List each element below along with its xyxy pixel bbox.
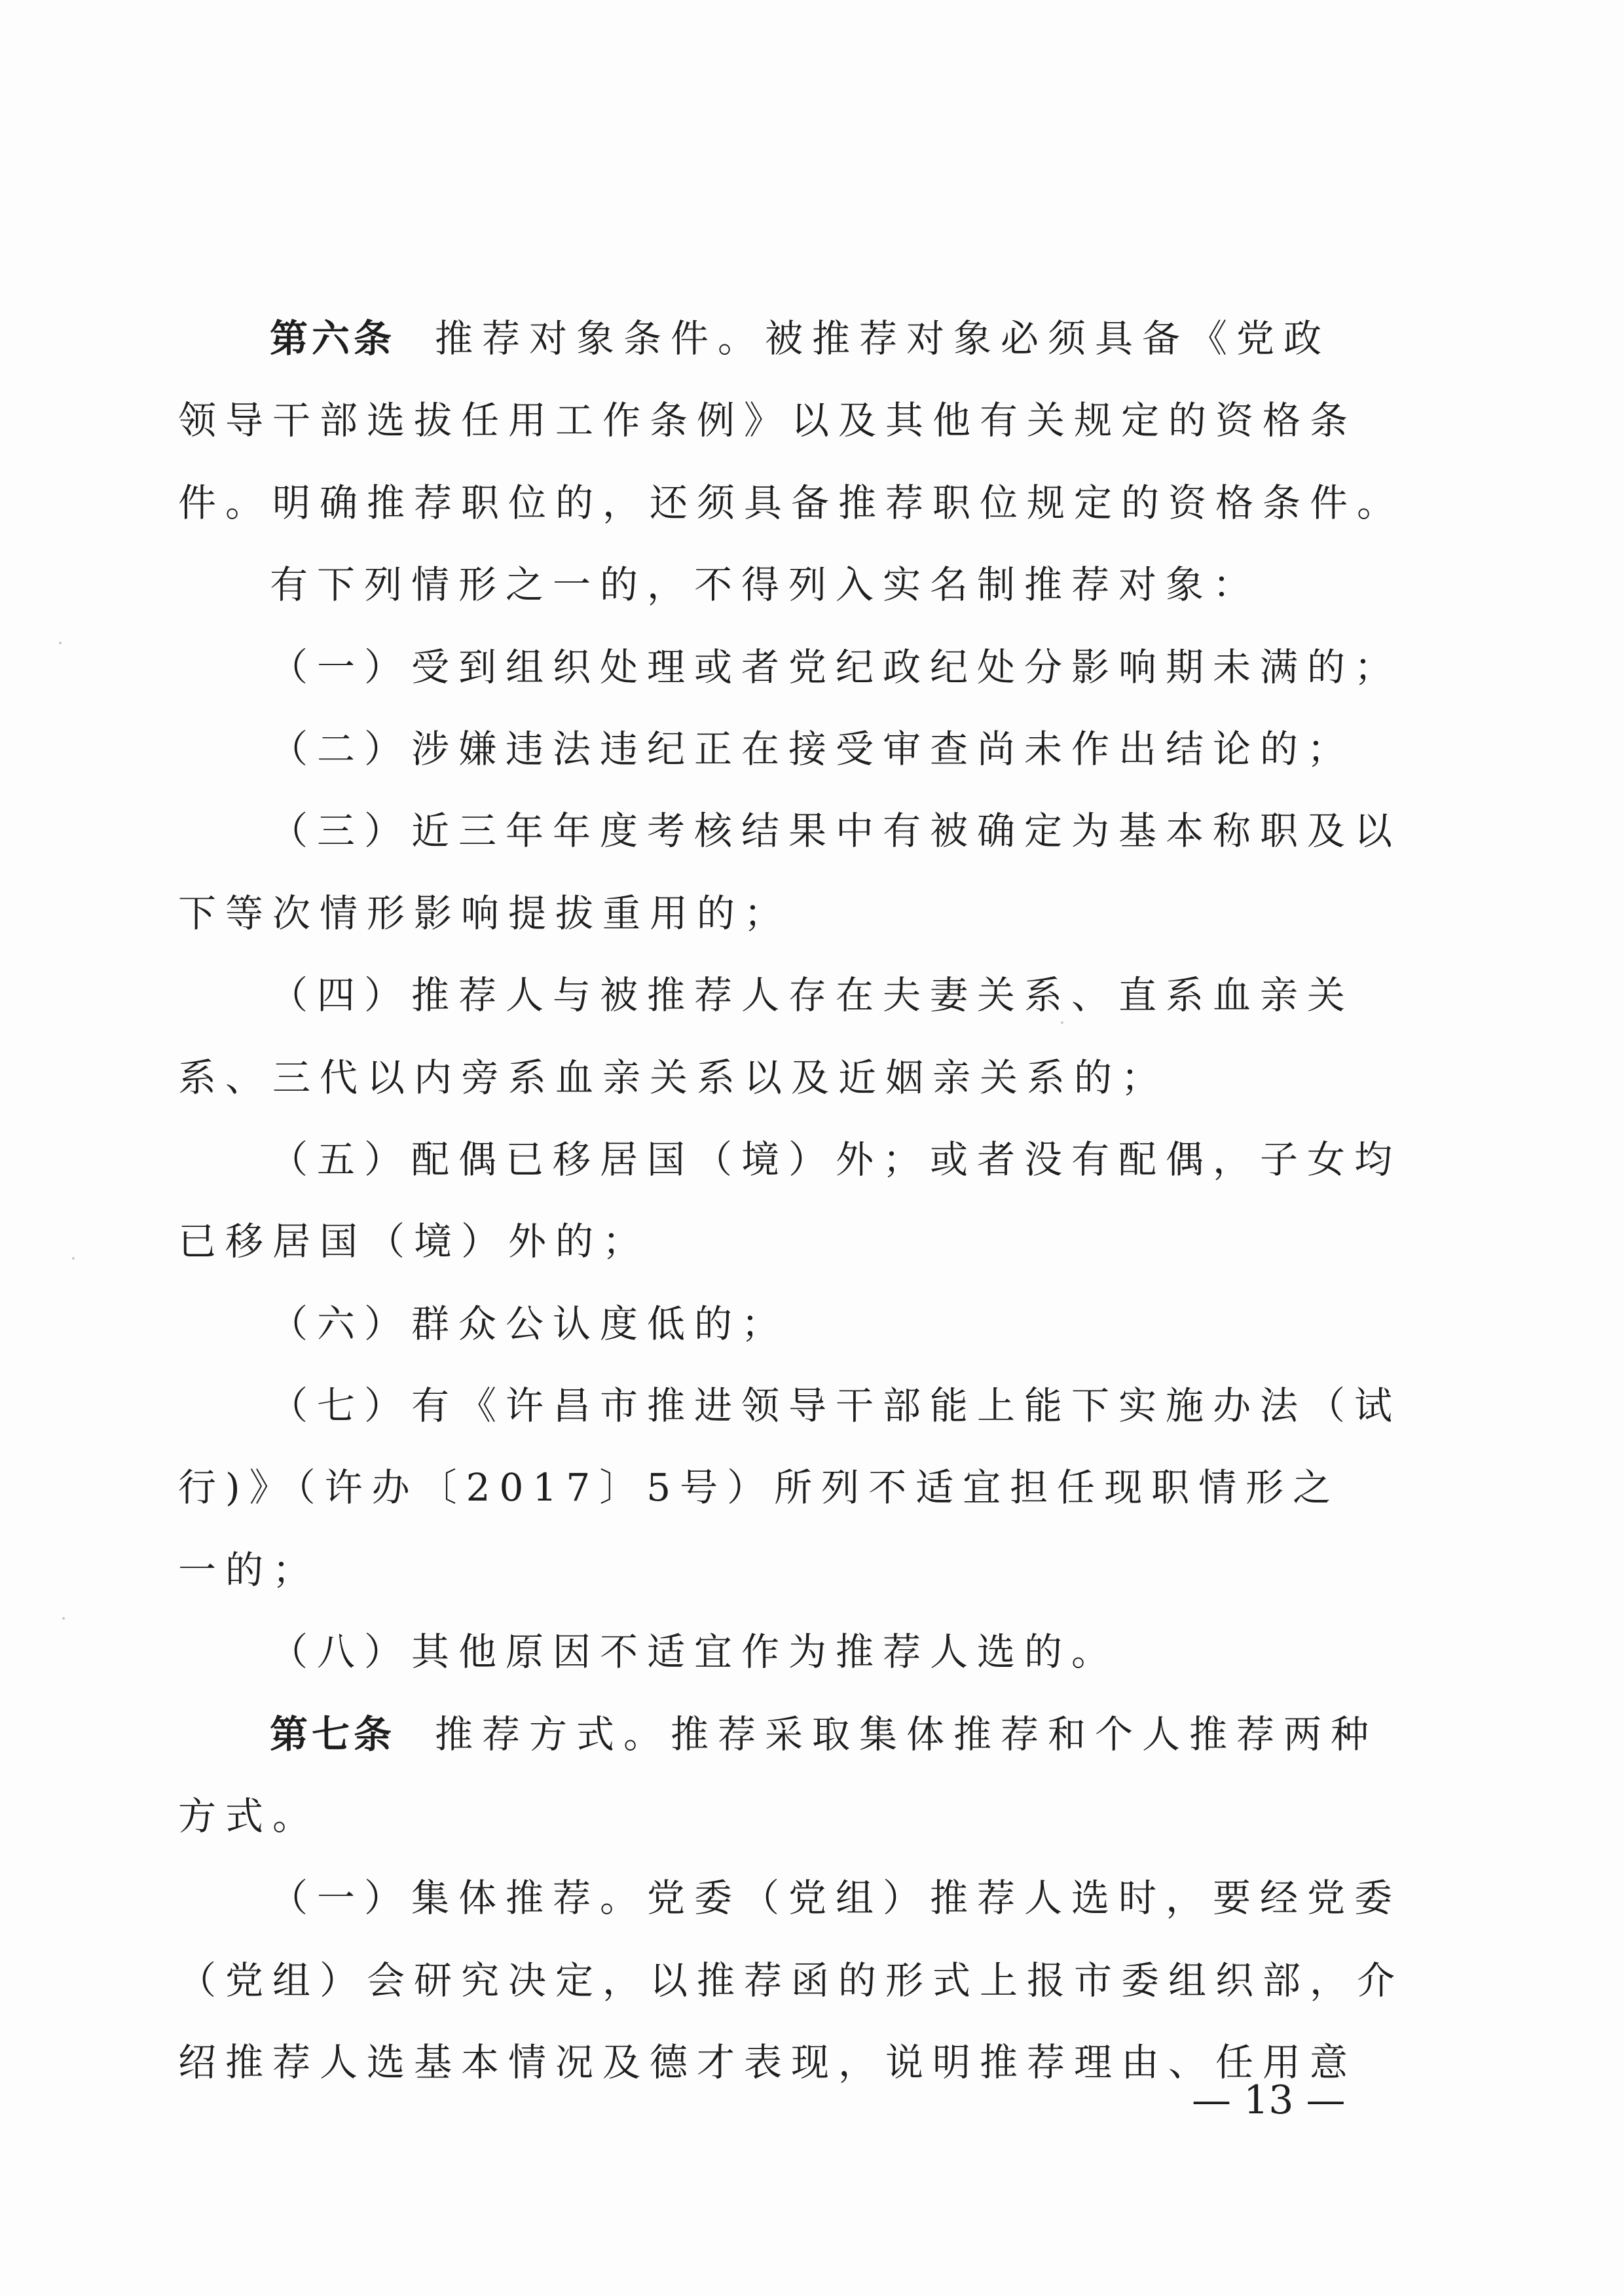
list-item-7-cont-1: 行)》（许办〔2017〕5号）所列不适宜担任现职情形之 [178, 1465, 1340, 1510]
list-item-2: （二）涉嫌违法违纪正在接受审查尚未作出结论的； [270, 726, 1355, 771]
scan-speck [59, 642, 62, 644]
scan-speck [62, 1617, 65, 1620]
page-number: — 13 — [1192, 2077, 1346, 2123]
article7-line-3: （一）集体推荐。党委（党组）推荐人选时，要经党委 [270, 1876, 1402, 1921]
list-item-8: （八）其他原因不适宜作为推荐人选的。 [270, 1630, 1119, 1675]
scan-speck [72, 1257, 75, 1260]
list-item-3: （三）近三年年度考核结果中有被确定为基本称职及以 [270, 809, 1402, 854]
article7-line-5: 绍推荐人选基本情况及德才表现，说明推荐理由、任用意 [178, 2040, 1357, 2085]
list-item-5: （五）配偶已移居国（境）外；或者没有配偶，子女均 [270, 1137, 1402, 1182]
list-item-7: （七）有《许昌市推进领导干部能上能下实施办法（试 [270, 1383, 1402, 1429]
article6-line-1 [178, 298, 1370, 380]
article7-line-2: 方式。 [178, 1794, 320, 1839]
article7-line-4: （党组）会研究决定，以推荐函的形式上报市委组织部，介 [178, 1958, 1405, 2003]
list-item-1: （一）受到组织处理或者党纪政纪处分影响期未满的； [270, 644, 1402, 689]
article6-line-3: 件。明确推荐职位的，还须具备推荐职位规定的资格条件。 [178, 480, 1405, 525]
document-body [178, 298, 1405, 2104]
list-item-6: （六）群众公认度低的； [270, 1301, 789, 1346]
list-item-4-cont: 系、三代以内旁系血亲关系以及近姻亲关系的； [178, 1055, 1169, 1100]
article6-line-2: 领导干部选拔任用工作条例》以及其他有关规定的资格条 [178, 398, 1357, 443]
article6-intro: 有下列情形之一的，不得列入实名制推荐对象： [270, 562, 1261, 608]
article7-line-1 [178, 1694, 1378, 1776]
list-item-5-cont: 已移居国（境）外的； [178, 1219, 650, 1264]
article7-heading: 第七条 [270, 1711, 396, 1757]
list-item-4: （四）推荐人与被推荐人存在夫妻关系、直系血亲关 [270, 973, 1355, 1018]
article6-heading: 第六条 [270, 316, 396, 361]
article6-text-1: 推荐对象条件。被推荐对象必须具备《党政 [435, 316, 1331, 361]
article7-text-1: 推荐方式。推荐采取集体推荐和个人推荐两种 [435, 1711, 1378, 1757]
scan-speck [1061, 1021, 1063, 1024]
list-item-3-cont: 下等次情形影响提拔重用的； [178, 890, 792, 936]
list-item-7-cont-2: 一的； [178, 1547, 320, 1592]
